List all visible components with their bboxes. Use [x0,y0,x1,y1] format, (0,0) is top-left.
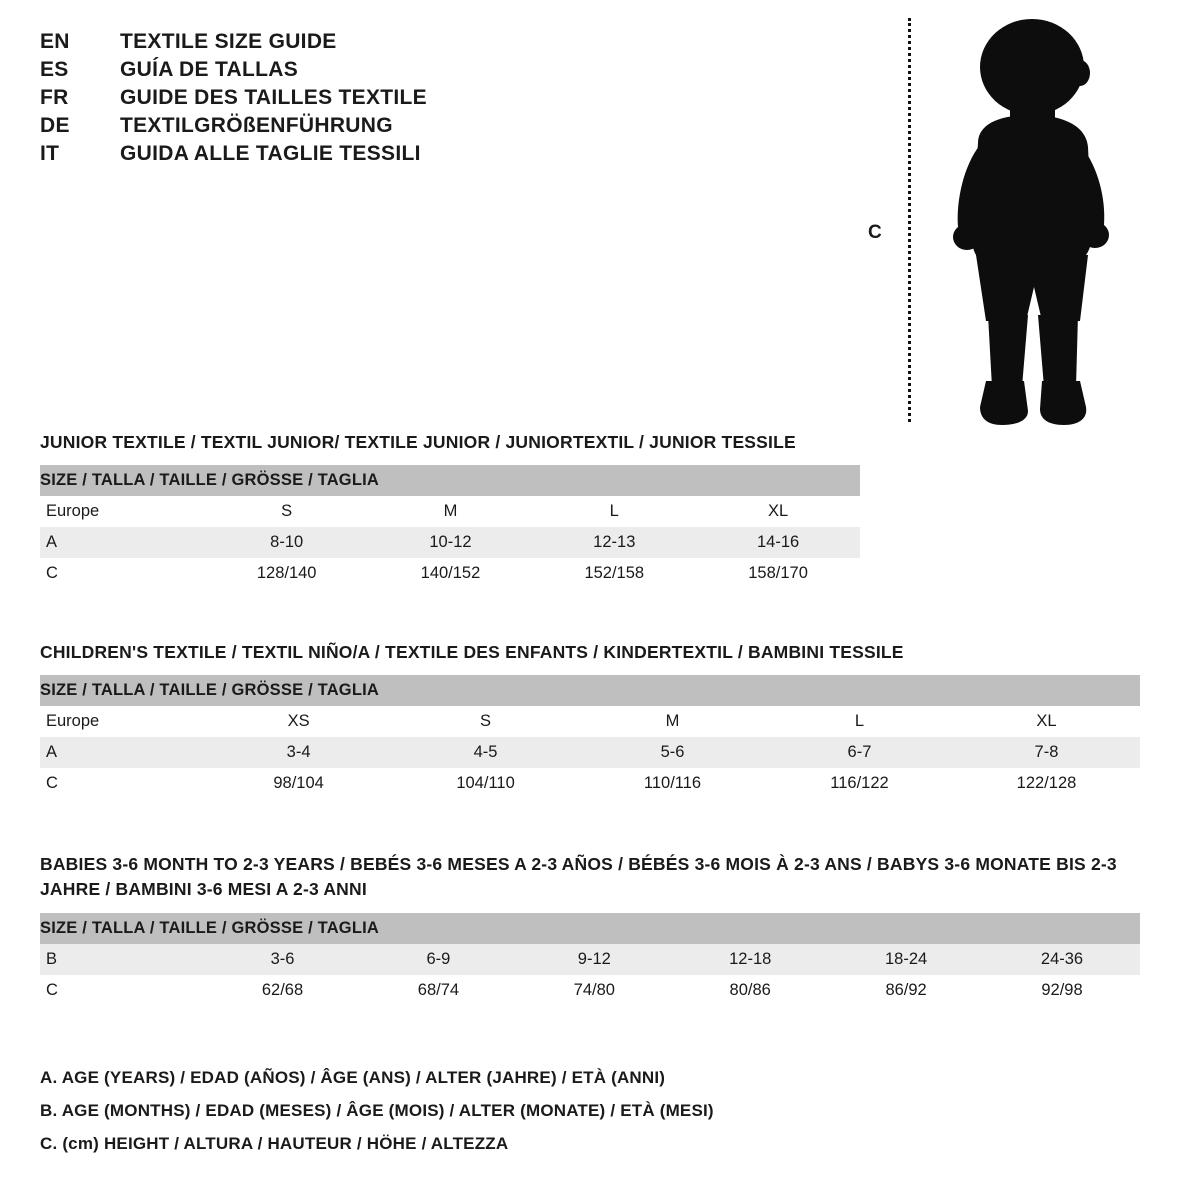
height-figure [868,10,1160,420]
size-table-junior [40,465,860,589]
table-cell: 92/98 [1041,980,1083,999]
footnote-age-years: A. AGE (YEARS) / EDAD (AÑOS) / ÂGE (ANS) / ALTER (JAHRE) / ETÀ (ANNI) [40,1068,666,1087]
language-row [40,58,600,82]
footnote-height: C. (cm) HEIGHT / ALTURA / HAUTEUR / HÖHE / ALTEZZA [40,1134,509,1153]
language-code: IT [40,142,60,165]
language-row [40,142,600,166]
table-row [40,975,1140,1006]
table-band-row [40,465,860,496]
table-header-row [40,496,860,527]
table-cell: 8-10 [205,527,369,558]
table-row [40,527,860,558]
row-label: C [46,980,58,999]
language-title: GUÍA DE TALLAS [120,58,299,81]
table-cell: 7-8 [953,737,1140,768]
language-title-block [40,30,600,170]
column-header: S [480,712,492,731]
table-cell: 80/86 [729,980,771,999]
row-label: B [40,944,205,975]
row-label: A [40,527,205,558]
table-cell: 5-6 [579,737,766,768]
table-cell: 74/80 [573,980,615,999]
table-row [40,768,1140,799]
table-cell: 86/92 [885,980,927,999]
band-label: SIZE / TALLA / TAILLE / GRÖSSE / TAGLIA [40,675,1140,706]
table-cell: 6-7 [766,737,953,768]
language-title: GUIDE DES TAILLES TEXTILE [120,86,427,109]
language-code: FR [40,86,69,109]
table-cell: 116/122 [830,774,889,793]
table-cell: 122/128 [1016,774,1077,793]
table-cell: 4-5 [392,737,579,768]
table-cell: 152/158 [584,564,645,583]
table-row [40,558,860,589]
language-code: EN [40,30,70,53]
table-cell: 6-9 [360,944,516,975]
band-label: SIZE / TALLA / TAILLE / GRÖSSE / TAGLIA [40,913,1140,944]
table-cell: 158/170 [748,564,808,583]
footnote-age-months: B. AGE (MONTHS) / EDAD (MESES) / ÂGE (MOIS) / ALTER (MONATE) / ETÀ (MESI) [40,1101,714,1120]
language-title: TEXTILGRÖßENFÜHRUNG [120,114,393,137]
column-header: Europe [46,712,100,731]
table-band-row [40,675,1140,706]
table-cell: 14-16 [696,527,860,558]
table-band-row [40,913,1140,944]
section-babies [40,852,1160,1006]
size-table-babies [40,913,1140,1006]
section-children [40,640,1160,799]
table-cell: 12-18 [672,944,828,975]
table-cell: 104/110 [456,774,515,793]
table-cell: 3-6 [205,944,361,975]
column-header: M [443,502,458,521]
height-axis-label: C [868,222,882,243]
table-cell: 68/74 [417,980,460,999]
size-table-children [40,675,1140,799]
row-label: C [46,564,58,583]
section-title: BABIES 3-6 MONTH TO 2-3 YEARS / BEBÉS 3-6 MESES A 2-3 AÑOS / BÉBÉS 3-6 MOIS À 2-3 ANS / BABYS 3-6 MONATE BIS 2-3 JAHRE / BAMBINI 3-6 MESI A 2-3 ANNI [40,854,1117,900]
column-header: XS [287,712,310,731]
height-dotted-line [908,18,911,422]
section-title: CHILDREN'S TEXTILE / TEXTIL NIÑO/A / TEXTILE DES ENFANTS / KINDERTEXTIL / BAMBINI TESSILE [40,642,904,662]
column-header: M [665,712,680,731]
table-cell: 12-13 [532,527,696,558]
language-row [40,114,600,138]
footnotes [40,1068,1140,1167]
column-header: XL [767,502,789,521]
language-code: DE [40,114,70,137]
language-title: GUIDA ALLE TAGLIE TESSILI [120,142,421,165]
language-row [40,86,600,110]
language-code: ES [40,58,69,81]
table-cell: 128/140 [256,564,317,583]
language-title: TEXTILE SIZE GUIDE [120,30,337,53]
table-cell: 3-4 [205,737,392,768]
child-silhouette-icon [930,15,1130,435]
table-row [40,737,1140,768]
row-label: A [40,737,205,768]
section-title: JUNIOR TEXTILE / TEXTIL JUNIOR/ TEXTILE JUNIOR / JUNIORTEXTIL / JUNIOR TESSILE [40,432,796,452]
band-label: SIZE / TALLA / TAILLE / GRÖSSE / TAGLIA [40,465,860,496]
language-row [40,30,600,54]
table-cell: 110/116 [643,774,702,793]
table-cell: 18-24 [828,944,984,975]
table-cell: 10-12 [369,527,533,558]
column-header: L [609,502,619,521]
table-cell: 24-36 [984,944,1140,975]
row-label: C [46,774,58,793]
section-junior [40,430,1160,589]
table-row [40,944,1140,975]
table-cell: 98/104 [273,774,324,793]
column-header: S [281,502,293,521]
column-header: XL [1036,712,1057,731]
table-cell: 9-12 [516,944,672,975]
column-header: Europe [46,502,100,521]
table-header-row [40,706,1140,737]
column-header: L [854,712,865,731]
table-cell: 62/68 [261,980,304,999]
table-cell: 140/152 [420,564,481,583]
